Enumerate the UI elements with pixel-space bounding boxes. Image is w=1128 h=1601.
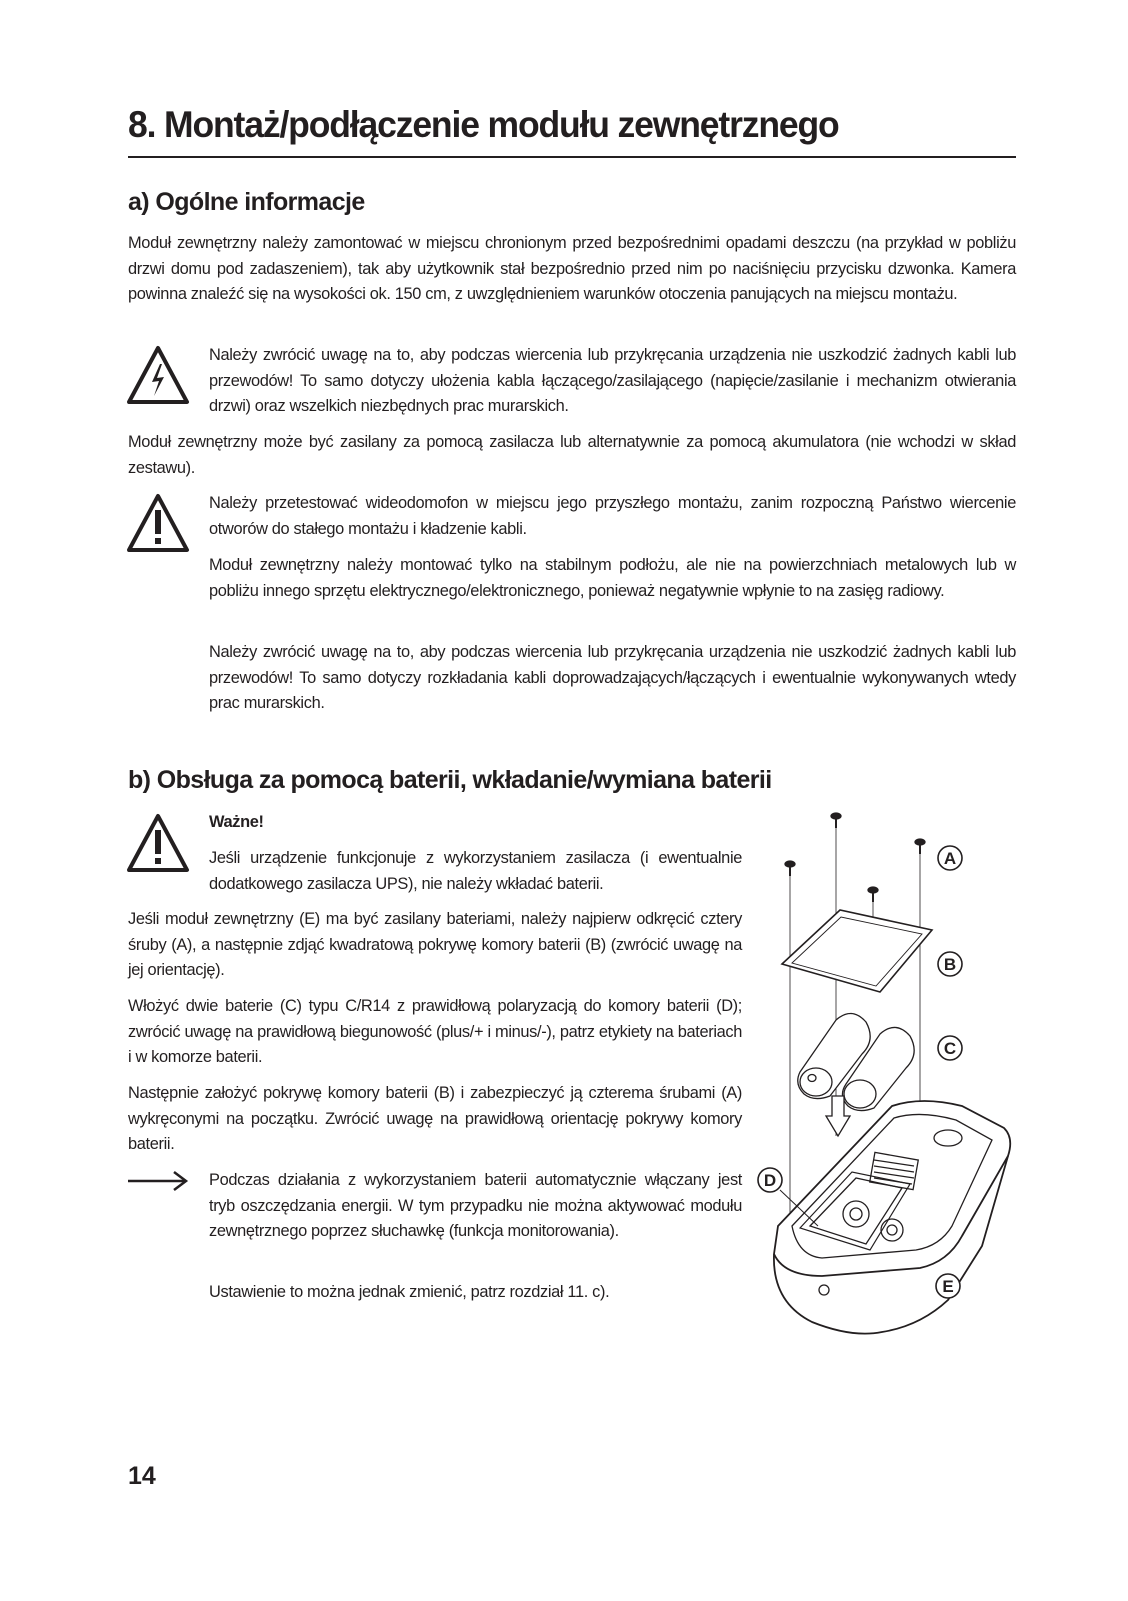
title-rule	[128, 156, 1016, 158]
section-a-heading: a) Ogólne informacje	[128, 188, 365, 216]
arrow-right-icon	[126, 1170, 190, 1192]
caution-icon	[126, 492, 190, 554]
figure-label-c: C	[943, 1039, 957, 1058]
label-e-marker	[936, 1274, 960, 1298]
label-d-marker	[758, 1168, 782, 1192]
tip-text-2: Ustawienie to można jednak zmienić, patrz rozdział 11. c).	[209, 1283, 610, 1301]
section-b-heading: b) Obsługa za pomocą baterii, wkładanie/wymiana baterii	[128, 766, 772, 794]
figure-label-d: D	[763, 1171, 777, 1190]
label-b-marker	[938, 952, 962, 976]
figure-label-e: E	[942, 1277, 954, 1296]
caution-text-2: Moduł zewnętrzny należy montować tylko na stabilnym podłożu, ale nie na powierzchniach metalowych lub w pobliżu innego sprzętu elektrycznego/elektronicznego, ponieważ negatywnie wpłynie to na zasięg radiowy.	[209, 556, 1016, 600]
screw-icon	[915, 839, 925, 854]
battery-figure	[752, 806, 1024, 1350]
important-text: Jeśli urządzenie funkcjonuje z wykorzystaniem zasilacza (i ewentualnie dodatkowego zasilacza UPS), nie należy wkładać baterii.	[209, 849, 742, 893]
figure-label-b: B	[943, 955, 957, 974]
figure-label-a: A	[943, 849, 957, 868]
important-label: Ważne!	[209, 813, 264, 831]
label-a-marker	[938, 846, 962, 870]
caution-icon	[126, 812, 190, 874]
caution-text-3: Należy zwrócić uwagę na to, aby podczas wiercenia lub przykręcania urządzenia nie uszkodzić żadnych kabli lub przewodów! To samo dotyczy rozkładania kabli doprowadzających/łączących i ewentualnie wykonywanych wtedy prac murarskich.	[209, 643, 1016, 712]
section-b-paragraph-1: Jeśli moduł zewnętrzny (E) ma być zasilany bateriami, należy najpierw odkręcić cztery śruby (A), a następnie zdjąć kwadratową pokrywę komory baterii (B) (zwrócić uwagę na jej orientację).	[128, 910, 742, 979]
section-b-paragraph-2: Włożyć dwie baterie (C) typu C/R14 z prawidłową polaryzacją do komory baterii (D); zwrócić uwagę na prawidłową biegunowość (plus/+ i minus/-), patrz etykiety na bateriach i w komorze baterii.	[128, 997, 742, 1066]
screw-icon	[868, 887, 878, 902]
page-number: 14	[128, 1462, 156, 1490]
section-a-paragraph-2: Moduł zewnętrzny może być zasilany za pomocą zasilacza lub alternatywnie za pomocą akumulatora (nie wchodzi w skład zestawu).	[128, 433, 1016, 477]
caution-text-1: Należy przetestować wideodomofon w miejscu jego przyszłego montażu, zanim rozpoczną Państwo wiercenie otworów do stałego montażu i kładzenie kabli.	[209, 494, 1016, 538]
label-c-marker	[938, 1036, 962, 1060]
screw-icon	[785, 861, 795, 876]
page-title: 8. Montaż/podłączenie modułu zewnętrznego	[128, 104, 839, 145]
section-b-paragraph-3: Następnie założyć pokrywę komory baterii (B) i zabezpieczyć ją czterema śrubami (A) wykręconymi na początku. Zwrócić uwagę na prawidłową orientację pokrywy komory baterii.	[128, 1084, 742, 1153]
tip-text-1: Podczas działania z wykorzystaniem baterii automatycznie włączany jest tryb oszczędzania energii. W tym przypadku nie można aktywować modułu zewnętrznego poprzez słuchawkę (funkcja monitorowania).	[209, 1171, 742, 1240]
screw-icon	[831, 813, 841, 828]
warning-electric-text: Należy zwrócić uwagę na to, aby podczas wiercenia lub przykręcania urządzenia nie uszkodzić żadnych kabli lub przewodów! To samo dotyczy ułożenia kabla łączącego/zasilającego (napięcie/zasilanie i mechanizm otwierania drzwi) oraz wszelkich niezbędnych prac murarskich.	[209, 346, 1016, 415]
electric-hazard-icon	[126, 344, 190, 406]
section-a-paragraph-1: Moduł zewnętrzny należy zamontować w miejscu chronionym przed bezpośrednimi opadami deszczu (na przykład w pobliżu drzwi domu pod zadaszeniem), tak aby użytkownik stał bezpośrednio przed nim po naciśnięciu przycisku dzwonka. Kamera powinna znaleźć się na wysokości ok. 150 cm, z uwzględnieniem warunków otoczenia panujących na miejscu montażu.	[128, 234, 1016, 303]
